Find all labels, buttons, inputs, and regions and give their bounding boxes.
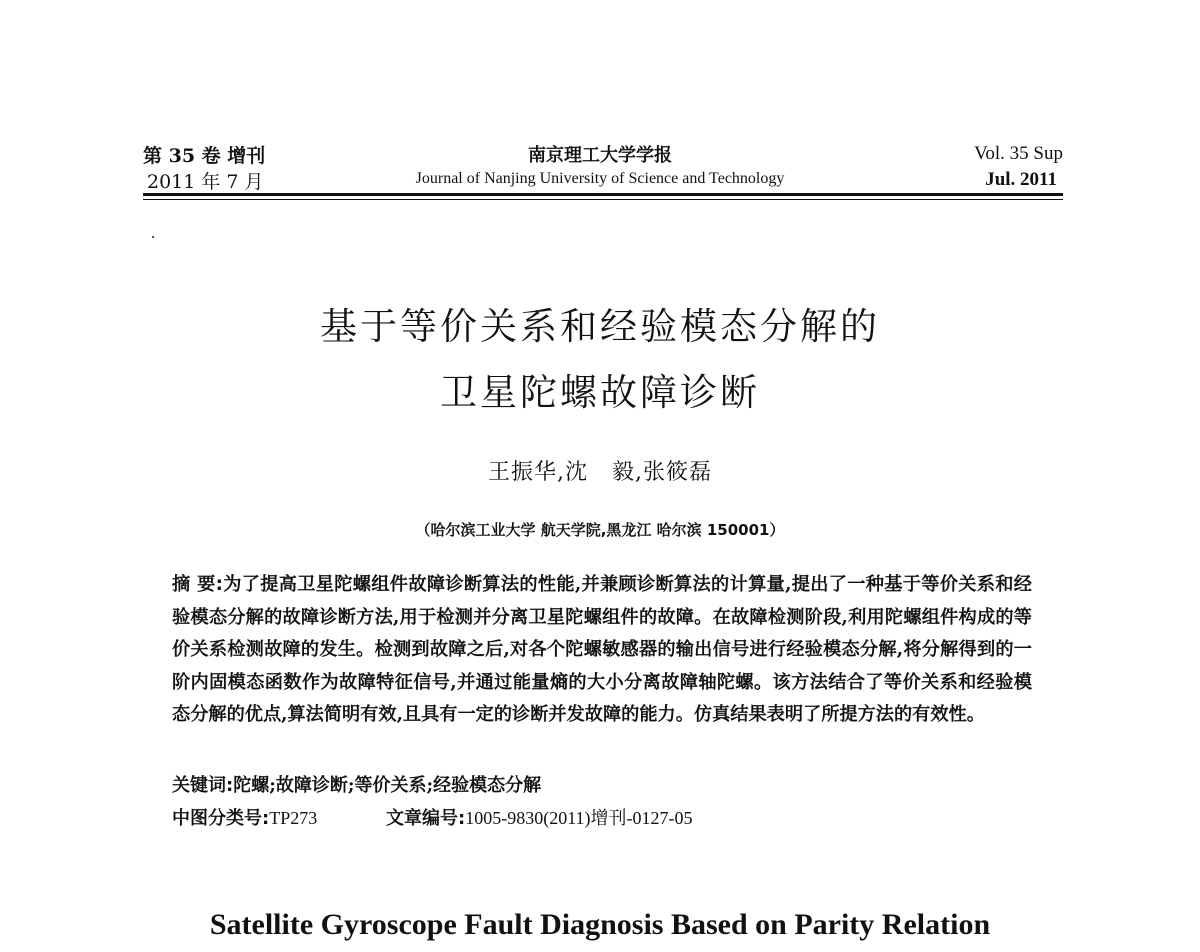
english-title: Satellite Gyroscope Fault Diagnosis Based on Parity Relation — [209, 908, 991, 941]
journal-name-en: Journal of Nanjing University of Science and Technology — [415, 170, 785, 187]
header-rule-thin — [143, 199, 1063, 200]
header-rule-thick — [143, 193, 1063, 196]
clc-value: TP273 — [269, 808, 318, 828]
clc-label: 中图分类号: — [172, 808, 270, 829]
classification-line — [172, 804, 317, 830]
publication-date-cn: 2011 年 7 月 — [147, 171, 264, 193]
scan-speck — [152, 236, 154, 238]
article-number-line — [386, 804, 693, 830]
abstract — [172, 569, 1032, 732]
paper-title-line-2: 卫星陀螺故障诊断 — [440, 371, 760, 414]
abstract-label: 摘 要: — [172, 574, 223, 595]
article-number-value: 1005-9830(2011)增刊-0127-05 — [465, 808, 693, 828]
keywords-label: 关键词: — [172, 775, 234, 796]
volume-issue-en: Vol. 35 Sup — [974, 143, 1063, 164]
volume-issue-cn: 第 35 卷 增刊 — [143, 145, 266, 167]
affiliation: （哈尔滨工业大学 航天学院,黑龙江 哈尔滨 150001） — [415, 521, 785, 539]
authors: 王振华,沈 毅,张筱磊 — [488, 460, 712, 485]
keywords-text: 陀螺;故障诊断;等价关系;经验模态分解 — [233, 775, 542, 796]
paper-title-line-1: 基于等价关系和经验模态分解的 — [320, 305, 880, 348]
keywords-line — [172, 771, 541, 797]
publication-date-en: Jul. 2011 — [985, 169, 1057, 190]
abstract-text: 为了提高卫星陀螺组件故障诊断算法的性能,并兼顾诊断算法的计算量,提出了一种基于等价关系和经验模态分解的故障诊断方法,用于检测并分离卫星陀螺组件的故障。在故障检测阶段,利用陀螺组件构成的等价关系检测故障的发生。检测到故障之后,对各个陀螺敏感器的输出信号进行经验模态分解,将分解得到的一阶内固模态函数作为故障特征信号,并通过能量熵的大小分离故障轴陀螺。该方法结合了等价关系和经验模态分解的优点,算法简明有效,且具有一定的诊断并发故障的能力。仿真结果表明了所提方法的有效性。 — [172, 574, 1032, 725]
journal-name-cn: 南京理工大学学报 — [528, 145, 672, 166]
article-number-label: 文章编号: — [386, 808, 466, 829]
